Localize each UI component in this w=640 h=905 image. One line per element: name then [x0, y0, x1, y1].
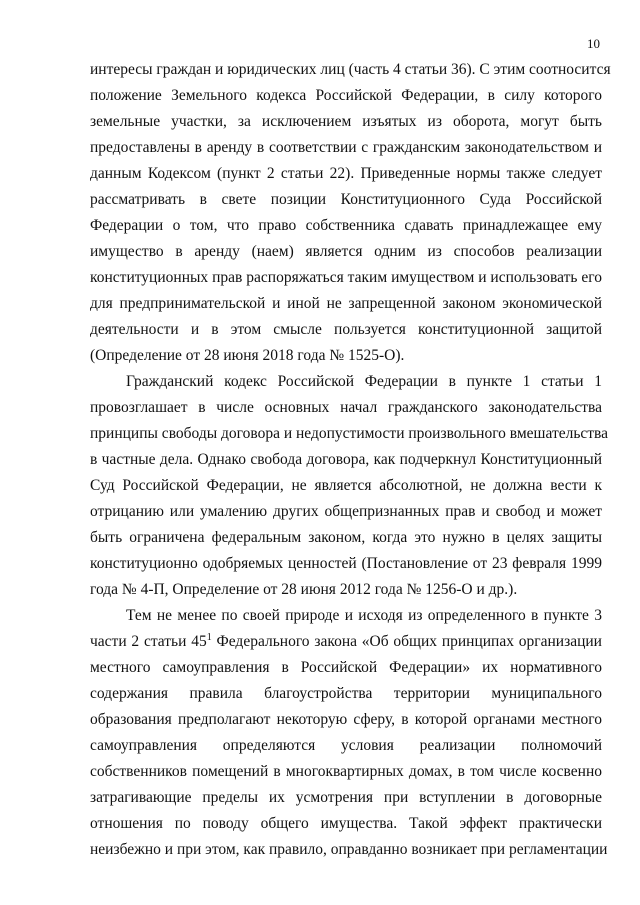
text-line: конституционно одобряемых ценностей (Постановление от 23 февраля 1999 — [90, 555, 602, 572]
document-body — [90, 57, 611, 863]
text-line: собственников помещений в многоквартирных домах, в том числе косвенно — [90, 763, 602, 780]
text-line: неизбежно и при этом, как правило, оправданно возникает при регламентации — [90, 841, 608, 858]
text-line: быть ограничена федеральным законом, когда это нужно в целях защиты — [90, 529, 602, 546]
text-line: образования предполагают некоторую сферу, в которой органами местного — [90, 711, 602, 728]
text-line: Федерации о том, что право собственника сдавать принадлежащее ему — [90, 217, 602, 234]
text-line: интересы граждан и юридических лиц (часть 4 статьи 36). С этим соотносится — [90, 61, 611, 78]
text-line: предоставлены в аренду в соответствии с гражданским законодательством и — [90, 139, 602, 156]
text-line: данным Кодексом (пункт 2 статьи 22). Приведенные нормы также следует — [90, 165, 602, 182]
text-line: имущество в аренду (наем) является одним из способов реализации — [90, 243, 602, 260]
text-line: в частные дела. Однако свобода договора, как подчеркнул Конституционный — [90, 451, 602, 468]
text-line: отрицанию или умалению других общепризнанных прав и свобод и может — [90, 503, 602, 520]
text-line: рассматривать в свете позиции Конституционного Суда Российской — [90, 191, 602, 208]
text-line: Суд Российской Федерации, не является абсолютной, не должна вести к — [90, 477, 602, 494]
paragraph — [90, 57, 611, 369]
text-line: принципы свободы договора и недопустимости произвольного вмешательства — [90, 425, 609, 442]
page-number: 10 — [587, 36, 600, 51]
text-line: местного самоуправления в Российской Федерации» их нормативного — [90, 659, 602, 676]
text-line: конституционных прав распоряжаться таким имуществом и использовать его — [90, 269, 602, 286]
text-line: Тем не менее по своей природе и исходя из определенного в пункте 3 — [126, 607, 602, 624]
text-line: отношения по поводу общего имущества. Такой эффект практически — [90, 815, 602, 832]
text-line: деятельности и в этом смысле пользуется конституционной защитой — [90, 321, 602, 338]
footnote-superscript: 1 — [206, 632, 212, 643]
text-line: (Определение от 28 июня 2018 года № 1525-О). — [90, 347, 405, 364]
text-line: затрагивающие пределы их усмотрения при вступлении в договорные — [90, 789, 602, 806]
paragraph — [90, 603, 608, 863]
text-line: года № 4-П, Определение от 28 июня 2012 года № 1256-О и др.). — [90, 581, 518, 598]
text-line: провозглашает в числе основных начал гражданского законодательства — [90, 399, 602, 416]
text-line: земельные участки, за исключением изъятых из оборота, могут быть — [90, 113, 602, 130]
text-line: положение Земельного кодекса Российской Федерации, в силу которого — [90, 87, 602, 104]
text-line: части 2 статьи $45^1$ Федерального закона «Об общих принципах организации — [90, 632, 602, 650]
text-line: содержания правила благоустройства территории муниципального — [90, 685, 602, 702]
text-line: самоуправления определяются условия реализации полномочий — [90, 737, 602, 754]
text-line: Гражданский кодекс Российской Федерации в пункте 1 статьи 1 — [126, 373, 602, 390]
paragraph — [90, 369, 609, 603]
text-line: для предпринимательской и иной не запрещенной законом экономической — [90, 295, 602, 312]
